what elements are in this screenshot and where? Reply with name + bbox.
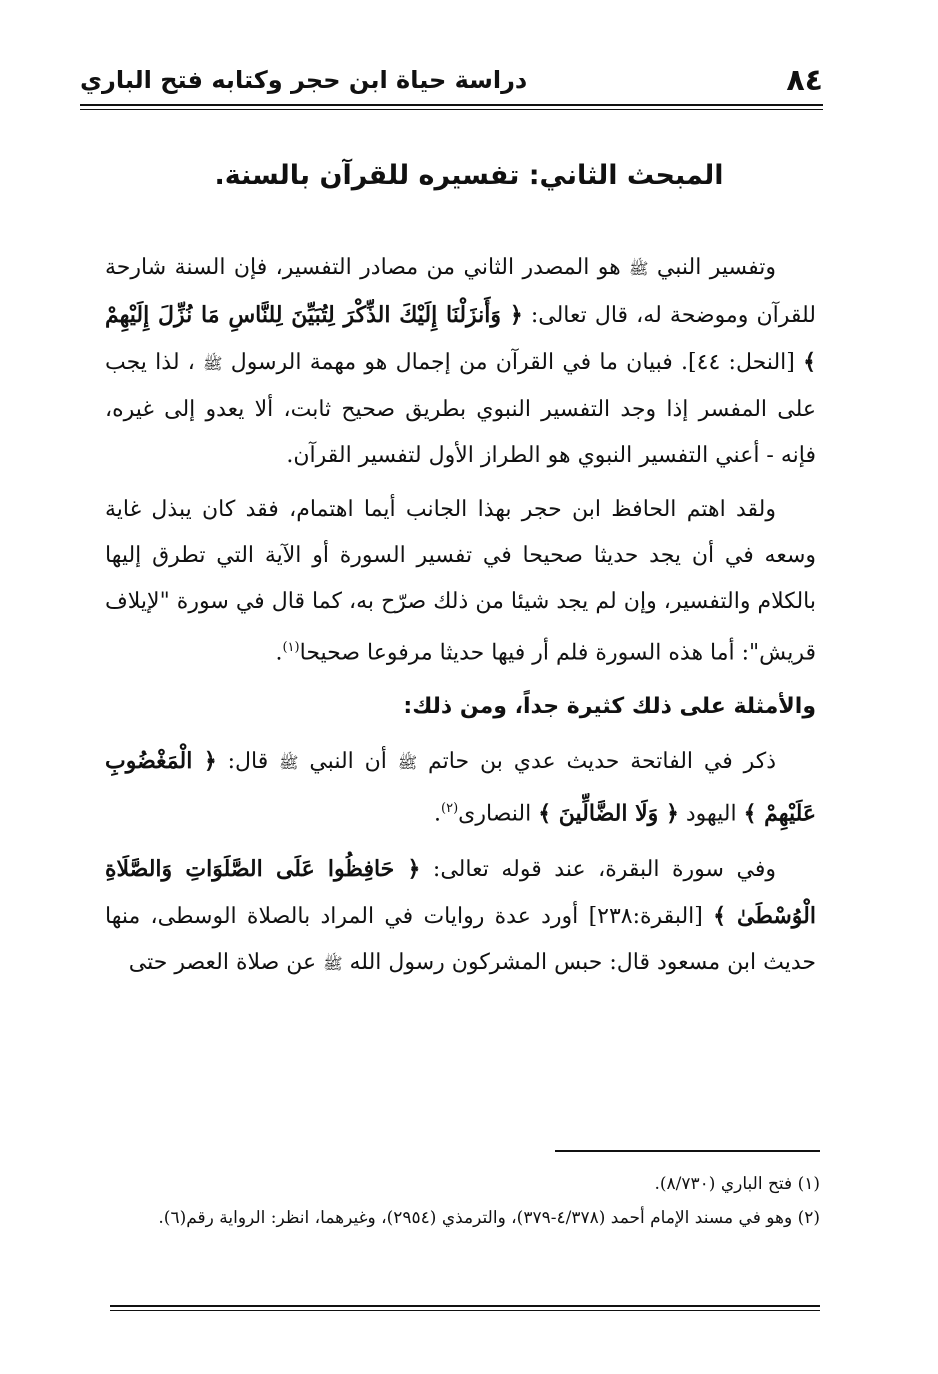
text-run: أن النبي xyxy=(298,749,387,775)
examples-heading: والأمثلة على ذلك كثيرة جداً، ومن ذلك: xyxy=(403,694,816,720)
salutation-glyph: ﷺ xyxy=(279,753,299,773)
footnote-ref[interactable]: (٢) xyxy=(441,801,459,817)
paragraph-2 xyxy=(105,487,816,676)
header-rule-thin xyxy=(80,109,823,110)
quran-verse: ﴿ وَأَنزَلْنَا إِلَيْكَ الذِّكْرَ لِتُبَيِّنَ لِلنَّاسِ مَا نُزِّلَ إِلَيْهِمْ ﴾ xyxy=(105,302,816,375)
page-number: ٨٤ xyxy=(786,62,823,98)
paragraph-1 xyxy=(105,245,816,479)
text-run: قال: xyxy=(216,749,269,775)
text-run: اليهود xyxy=(678,801,737,827)
footnotes xyxy=(105,1168,820,1236)
text-run: [النحل: ٤٤]. فبيان ما في القرآن من إجمال هو مهمة الرسول xyxy=(222,350,795,375)
text-run: ، لذا يجب على المفسر إذا وجد التفسير النبوي بطريق صحيح ثابت، ألا يعدو إلى غيره، فإنه - أعني التفسير النبوي هو الطراز الأول لتفسير القرآن. xyxy=(105,350,816,468)
text-run: وفي سورة البقرة، عند قوله تعالى: xyxy=(420,856,777,882)
footnote-separator xyxy=(555,1150,820,1152)
header-rule xyxy=(80,104,823,106)
text-run: وتفسير النبي xyxy=(656,255,776,280)
text-run: . xyxy=(434,801,441,827)
text-run: [البقرة:٢٣٨] أورد عدة روايات في المراد بالصلاة الوسطى، منها حديث ابن مسعود قال: حبس المشركون رسول الله xyxy=(105,903,816,975)
text-run: . xyxy=(275,640,283,666)
running-header xyxy=(80,60,823,100)
footnote-ref[interactable]: (١) xyxy=(282,640,300,655)
salutation-glyph: ﷺ xyxy=(323,953,343,973)
text-run: عن صلاة العصر حتى xyxy=(128,949,317,975)
running-title: دراسة حياة ابن حجر وكتابه فتح الباري xyxy=(80,66,528,94)
text-run: ذكر في الفاتحة حديث عدي بن حاتم xyxy=(417,749,777,775)
text-run: النصارى xyxy=(458,801,532,827)
body-text xyxy=(105,245,816,995)
footnote-1: (١) فتح الباري (٨/٧٣٠). xyxy=(654,1174,820,1194)
salutation-glyph: ﷺ xyxy=(629,259,649,278)
quran-verse: ﴿ الْمَغْضُوبِ عَلَيْهِمْ ﴾ xyxy=(105,748,816,827)
section-heading: المبحث الثاني: تفسيره للقرآن بالسنة. xyxy=(214,160,724,191)
paragraph-4 xyxy=(105,738,816,837)
honorific-glyph: ﷺ xyxy=(397,753,418,773)
text-run: ولقد اهتم الحافظ ابن حجر بهذا الجانب أيما اهتمام، فقد كان يبذل غاية وسعه في أن يجد حديثا صحيحا في تفسير السورة أو الآية التي تطرق إليها بالكلام والتفسير، وإن لم يجد شيئا من ذلك صرّح به، كما قال في سورة "لإيلاف قريش": أما هذه السورة فلم أر فيها حديثا مرفوعا صحيحا xyxy=(105,497,816,666)
footer-rule xyxy=(110,1305,820,1307)
quran-verse: ﴿ حَافِظُوا عَلَى الصَّلَوَاتِ وَالصَّلَاةِ الْوُسْطَىٰ ﴾ xyxy=(105,855,816,929)
footnote-2: (٢) وهو في مسند الإمام أحمد (٤/٣٧٨-٣٧٩)، والترمذي (٢٩٥٤)، وغيرهما، انظر: الرواية رقم(٦). xyxy=(158,1208,820,1228)
salutation-glyph: ﷺ xyxy=(203,354,223,373)
quran-verse: ﴿ وَلَا الضَّالِّينَ ﴾ xyxy=(538,800,679,827)
footer-rule-thin xyxy=(110,1310,820,1311)
paragraph-5 xyxy=(105,846,816,987)
text-run: هو المصدر الثاني من مصادر التفسير، فإن السنة شارحة للقرآن وموضحة له، قال تعالى: xyxy=(105,255,816,328)
